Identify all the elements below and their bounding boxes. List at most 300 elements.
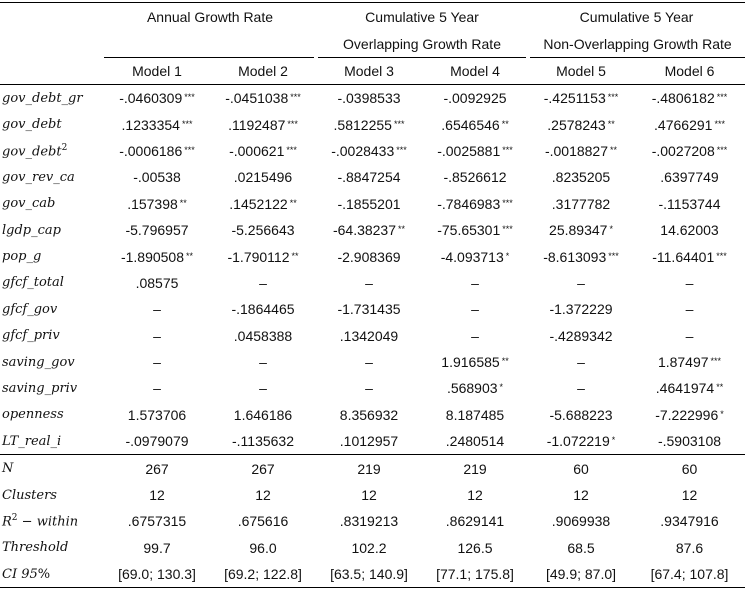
coefficient-value: 1.573706: [127, 406, 187, 423]
coefficient-value: .1452122: [229, 195, 288, 212]
coefficient-cell: [104, 270, 210, 296]
coefficient-cell: [422, 164, 528, 190]
statistics-rows: [0, 455, 745, 588]
coefficient-value: -8.613093: [543, 248, 607, 265]
variable-superscript: 2: [61, 142, 68, 153]
row-label: [0, 428, 104, 455]
coefficient-value: -4.093713: [440, 248, 504, 265]
coefficient-value: -.0027208: [651, 142, 715, 159]
significance-stars: ***: [184, 92, 195, 103]
coefficient-cell: [210, 138, 316, 164]
coefficient-row: [0, 270, 745, 296]
statistic-cell: 60: [528, 455, 634, 482]
coefficient-cell: [316, 323, 422, 349]
statistic-cell: 219: [422, 455, 528, 482]
significance-stars: ***: [287, 118, 298, 129]
coefficient-value: -.0460309: [119, 90, 183, 107]
coefficient-value: -.4806182: [651, 90, 715, 107]
coefficient-row: [0, 111, 745, 137]
significance-stars: **: [291, 250, 299, 261]
significance-stars: **: [716, 382, 724, 393]
coefficient-row: [0, 375, 745, 401]
statistic-cell: [49.9; 87.0]: [528, 561, 634, 588]
coefficient-value: -11.64401: [652, 248, 715, 265]
group-header-annual: Annual Growth Rate: [104, 3, 316, 32]
coefficient-value: -.1855201: [337, 195, 401, 212]
variable-name: gfcf_total: [2, 275, 64, 291]
variable-name: LT_real_i: [2, 433, 62, 449]
coefficient-cell: [422, 111, 528, 137]
coefficient-cell: [316, 270, 422, 296]
coefficient-cell: [104, 428, 210, 455]
coefficient-cell: [316, 85, 422, 112]
coefficient-cell: [634, 375, 745, 401]
coefficient-cell: [528, 138, 634, 164]
variable-name: R: [2, 514, 12, 530]
significance-stars: **: [610, 144, 618, 155]
coefficient-cell: [316, 191, 422, 217]
significance-stars: ***: [714, 118, 725, 129]
coefficient-cell: [210, 375, 316, 401]
coefficient-cell: [634, 243, 745, 269]
coefficient-cell: [528, 191, 634, 217]
variable-name: saving_gov: [2, 354, 75, 370]
row-label: [0, 191, 104, 217]
coefficient-row: [0, 296, 745, 322]
coefficient-value: -.4251153: [543, 90, 606, 107]
coefficient-cell: [316, 375, 422, 401]
coefficient-cell: [104, 138, 210, 164]
coefficient-cell: [104, 191, 210, 217]
coefficient-value: .1233354: [121, 116, 180, 133]
statistic-cell: [63.5; 140.9]: [316, 561, 422, 588]
coefficient-value: -1.790112: [227, 248, 290, 265]
coefficient-value: .2480514: [445, 433, 505, 450]
coefficient-value: –: [577, 274, 585, 291]
significance-stars: **: [289, 197, 297, 208]
coefficient-value: .568903: [446, 380, 498, 397]
coefficient-value: 8.356932: [339, 406, 399, 423]
coefficient-value: -.1153744: [658, 195, 721, 212]
row-label: [0, 111, 104, 137]
coefficient-row: [0, 191, 745, 217]
statistic-cell: [69.2; 122.8]: [210, 561, 316, 588]
statistic-cell: 99.7: [143, 539, 171, 556]
coefficient-value: –: [365, 380, 373, 397]
statistic-cell: 12: [573, 487, 589, 504]
row-label: [0, 375, 104, 401]
significance-stars: *: [720, 408, 724, 419]
coefficient-cell: [528, 85, 634, 112]
coefficient-cell: [210, 85, 316, 112]
coefficient-cell: [528, 428, 634, 455]
significance-stars: ***: [396, 144, 407, 155]
coefficient-value: -.00538: [133, 169, 181, 186]
coefficient-cell: [422, 138, 528, 164]
corner-cell: [0, 3, 104, 32]
coefficient-cell: [528, 375, 634, 401]
row-label: [0, 296, 104, 322]
coefficient-value: .157398: [127, 195, 178, 212]
coefficient-cell: [316, 164, 422, 190]
statistic-cell: .675616: [237, 513, 289, 530]
statistic-cell: .8319213: [339, 513, 399, 530]
significance-stars: ***: [502, 144, 513, 155]
coefficient-cell: [316, 349, 422, 375]
row-label: [0, 323, 104, 349]
group-header-nonoverlapping: Cumulative 5 Year: [528, 3, 745, 32]
coefficient-cell: [104, 296, 210, 322]
coefficient-cell: [634, 138, 745, 164]
coefficient-value: –: [577, 354, 585, 371]
coefficient-value: -1.372229: [549, 301, 613, 318]
coefficient-cell: [422, 375, 528, 401]
coefficient-cell: [634, 296, 745, 322]
statistic-cell: 267: [210, 455, 316, 482]
significance-stars: *: [609, 224, 613, 235]
statistic-cell: 96.0: [249, 539, 277, 556]
variable-name: gov_rev_ca: [2, 169, 75, 185]
variable-name: Threshold: [2, 540, 69, 556]
coefficient-value: .0458388: [233, 327, 293, 344]
group-header-overlapping: Cumulative 5 Year: [316, 3, 528, 32]
statistic-cell: 60: [634, 455, 745, 482]
variable-name: saving_priv: [2, 380, 78, 396]
variable-suffix: %: [37, 566, 51, 582]
model-header: Model 3: [316, 58, 422, 85]
coefficient-cell: [422, 217, 528, 243]
coefficient-cell: [634, 402, 745, 428]
variable-name: gov_debt: [2, 117, 62, 133]
coefficient-row: [0, 349, 745, 375]
significance-stars: ***: [716, 250, 727, 261]
regression-results-table: [0, 2, 745, 588]
coefficient-cell: [316, 243, 422, 269]
significance-stars: **: [501, 118, 509, 129]
significance-stars: ***: [393, 118, 405, 129]
coefficient-row: [0, 164, 745, 190]
coefficient-value: 8.187485: [445, 406, 505, 423]
coefficient-cell: [634, 111, 745, 137]
significance-stars: ***: [710, 356, 722, 367]
statistic-cell: 126.5: [457, 539, 493, 556]
coefficient-value: 1.916585: [441, 354, 500, 371]
row-label: [0, 508, 104, 534]
coefficient-value: -5.796957: [125, 222, 189, 239]
row-label: [0, 217, 104, 243]
coefficient-cell: [210, 323, 316, 349]
coefficient-cell: [528, 217, 634, 243]
row-label: [0, 561, 104, 588]
coefficient-value: -.0092925: [443, 90, 507, 107]
coefficient-value: 1.646186: [233, 406, 293, 423]
coefficient-cell: [104, 402, 210, 428]
coefficient-value: -1.731435: [337, 301, 401, 318]
coefficient-value: .6397749: [660, 169, 719, 186]
statistic-row: [0, 455, 745, 482]
coefficient-value: -.4289342: [549, 327, 613, 344]
coefficient-cell: [104, 217, 210, 243]
coefficient-cell: [422, 323, 528, 349]
row-label: [0, 349, 104, 375]
coefficient-value: -5.688223: [549, 406, 613, 423]
coefficient-value: -7.222996: [655, 406, 719, 423]
statistic-cell: .6757315: [127, 513, 187, 530]
model-header: Model 1: [104, 58, 210, 85]
significance-stars: **: [501, 356, 509, 367]
coefficient-value: -1.890508: [120, 248, 185, 265]
coefficient-value: -2.908369: [337, 248, 401, 265]
variable-name: gov_debt_gr: [2, 90, 83, 106]
coefficient-cell: [104, 375, 210, 401]
coefficient-cell: [210, 217, 316, 243]
coefficient-cell: [422, 402, 528, 428]
statistic-cell: .8629141: [445, 513, 505, 530]
coefficient-cell: [528, 164, 634, 190]
variable-name: gfcf_priv: [2, 328, 60, 344]
coefficient-value: –: [365, 274, 373, 291]
coefficient-value: -.0025881: [437, 142, 501, 159]
variable-name: N: [2, 461, 14, 477]
significance-stars: ***: [608, 250, 619, 261]
significance-stars: **: [398, 224, 406, 235]
significance-stars: ***: [716, 92, 728, 103]
significance-stars: ***: [502, 224, 513, 235]
coefficient-value: .2578243: [547, 116, 606, 133]
significance-stars: ***: [502, 197, 513, 208]
variable-name: Clusters: [2, 487, 57, 503]
coefficient-value: –: [577, 380, 585, 397]
coefficient-row: [0, 428, 745, 455]
statistic-cell: 12: [149, 487, 165, 504]
statistic-cell: 12: [361, 487, 377, 504]
coefficient-value: .6546546: [441, 116, 500, 133]
coefficient-cell: [104, 323, 210, 349]
coefficient-value: .1012957: [339, 433, 399, 450]
coefficient-value: –: [471, 301, 479, 318]
statistic-cell: .9347916: [660, 513, 719, 530]
coefficient-row: [0, 85, 745, 112]
coefficient-value: -.5903108: [657, 433, 722, 450]
coefficient-value: –: [153, 354, 161, 371]
coefficient-value: -.1864465: [231, 301, 295, 318]
statistic-cell: 267: [104, 455, 210, 482]
coefficient-value: –: [685, 327, 694, 344]
coefficient-cell: [210, 111, 316, 137]
significance-stars: **: [186, 250, 194, 261]
coefficient-value: –: [153, 327, 161, 344]
coefficient-cell: [422, 243, 528, 269]
coefficient-value: -.7846983: [437, 195, 501, 212]
coefficient-cell: [316, 296, 422, 322]
coefficient-value: -64.38237: [332, 222, 397, 239]
coefficient-cell: [528, 270, 634, 296]
variable-name: gov_debt: [2, 144, 62, 160]
row-label: [0, 402, 104, 428]
coefficient-value: -1.072219: [546, 433, 610, 450]
coefficient-value: 25.89347: [549, 222, 608, 239]
statistic-cell: 12: [467, 487, 483, 504]
coefficient-value: –: [153, 301, 161, 318]
significance-stars: *: [611, 435, 616, 446]
coefficient-cell: [104, 85, 210, 112]
coefficient-value: .8235205: [551, 169, 611, 186]
coefficient-cell: [316, 111, 422, 137]
coefficient-cell: [634, 191, 745, 217]
statistic-row: [0, 561, 745, 588]
coefficient-cell: [104, 111, 210, 137]
coefficient-value: –: [365, 354, 373, 371]
coefficient-value: –: [471, 274, 479, 291]
row-label: [0, 455, 104, 482]
coefficient-row: [0, 402, 745, 428]
coefficient-cell: [422, 428, 528, 455]
significance-stars: ***: [184, 144, 195, 155]
row-label: [0, 164, 104, 190]
coefficient-value: -.0028433: [331, 142, 395, 159]
model-header: Model 5: [528, 58, 634, 85]
coefficient-value: –: [259, 274, 267, 291]
coefficient-value: .4766291: [654, 116, 713, 133]
significance-stars: *: [505, 250, 510, 261]
coefficient-cell: [104, 243, 210, 269]
coefficient-cell: [528, 323, 634, 349]
variable-name: gfcf_gov: [2, 301, 58, 317]
variable-name: lgdp_cap: [2, 222, 61, 238]
group-subheader-annual: [104, 31, 316, 58]
coefficient-cell: [422, 296, 528, 322]
coefficient-cell: [528, 402, 634, 428]
coefficient-value: -.0398533: [337, 90, 401, 107]
coefficient-value: -.8526612: [443, 169, 507, 186]
coefficient-row: [0, 323, 745, 349]
coefficient-value: –: [685, 301, 694, 318]
coefficient-value: –: [259, 354, 267, 371]
row-label: [0, 138, 104, 164]
coefficient-value: -.0979079: [125, 433, 189, 450]
statistic-cell: [77.1; 175.8]: [422, 561, 528, 588]
model-header: Model 6: [634, 58, 745, 85]
coefficient-cell: [422, 85, 528, 112]
coefficient-cell: [634, 85, 745, 112]
coefficient-cell: [210, 243, 316, 269]
coefficient-cell: [210, 402, 316, 428]
coefficient-cell: [316, 138, 422, 164]
row-label: [0, 270, 104, 296]
significance-stars: ***: [607, 92, 619, 103]
coefficient-cell: [422, 349, 528, 375]
significance-stars: ***: [290, 92, 301, 103]
coefficient-value: -75.65301: [437, 222, 501, 239]
coefficient-value: .1192487: [228, 116, 286, 133]
row-label: [0, 535, 104, 561]
coefficient-cell: [316, 428, 422, 455]
corner-cell: [0, 58, 104, 85]
group-header-row-1: [0, 3, 745, 32]
coefficient-value: .5812255: [333, 116, 392, 133]
coefficient-value: -.0018827: [544, 142, 609, 159]
row-label: [0, 482, 104, 508]
coefficient-cell: [528, 296, 634, 322]
coefficient-value: -.1135632: [231, 433, 294, 450]
statistic-cell: 68.5: [567, 539, 595, 556]
coefficient-value: –: [471, 327, 479, 344]
coefficient-cell: [316, 402, 422, 428]
coefficient-cell: [528, 111, 634, 137]
significance-stars: **: [179, 197, 187, 208]
statistic-cell: 219: [316, 455, 422, 482]
coefficient-cell: [210, 191, 316, 217]
coefficient-cell: [210, 296, 316, 322]
coefficient-cell: [210, 428, 316, 455]
variable-name: pop_g: [2, 249, 42, 265]
model-header: Model 2: [210, 58, 316, 85]
model-header-row: [0, 58, 745, 85]
variable-superscript: 2: [11, 513, 18, 524]
row-label: [0, 243, 104, 269]
statistic-cell: [67.4; 107.8]: [634, 561, 745, 588]
statistic-cell: 102.2: [351, 539, 387, 556]
statistic-cell: 12: [255, 487, 271, 504]
coefficient-cell: [634, 428, 745, 455]
statistic-cell: 12: [681, 487, 698, 504]
coefficient-cell: [422, 191, 528, 217]
row-label: [0, 85, 104, 112]
coefficient-value: -.000621: [229, 142, 285, 159]
group-subheader-nonoverlapping: Non-Overlapping Growth Rate: [528, 31, 745, 58]
variable-name: CI 95: [2, 566, 38, 582]
coefficient-row: [0, 243, 745, 269]
coefficient-value: .08575: [135, 274, 179, 291]
significance-stars: ***: [181, 118, 193, 129]
variable-name: openness: [2, 407, 64, 423]
statistic-row: [0, 482, 745, 508]
coefficient-value: .4641974: [655, 380, 715, 397]
coefficient-cell: [210, 349, 316, 375]
coefficient-rows: [0, 85, 745, 455]
coefficient-value: -.0006186: [119, 142, 183, 159]
group-subheader-overlapping: Overlapping Growth Rate: [316, 31, 528, 58]
coefficient-cell: [528, 349, 634, 375]
coefficient-value: -.0451038: [225, 90, 289, 107]
coefficient-value: –: [153, 380, 161, 397]
significance-stars: ***: [286, 144, 297, 155]
significance-stars: *: [499, 382, 504, 393]
variable-name: gov_cab: [2, 196, 56, 212]
coefficient-value: 14.62003: [660, 222, 719, 239]
statistic-cell: .9069938: [551, 513, 611, 530]
coefficient-cell: [634, 217, 745, 243]
coefficient-value: –: [685, 274, 694, 291]
variable-suffix: − within: [17, 514, 79, 530]
coefficient-cell: [528, 243, 634, 269]
significance-stars: ***: [716, 144, 728, 155]
coefficient-value: 1.87497: [657, 354, 709, 371]
coefficient-cell: [634, 349, 745, 375]
coefficient-value: .3177782: [551, 195, 611, 212]
coefficient-value: .1342049: [339, 327, 399, 344]
model-header: Model 4: [422, 58, 528, 85]
coefficient-row: [0, 138, 745, 164]
coefficient-cell: [634, 270, 745, 296]
coefficient-value: -5.256643: [231, 222, 295, 239]
coefficient-cell: [210, 164, 316, 190]
coefficient-value: -.8847254: [337, 169, 401, 186]
significance-stars: **: [607, 118, 615, 129]
statistic-row: [0, 508, 745, 534]
coefficient-cell: [422, 270, 528, 296]
coefficient-row: [0, 217, 745, 243]
